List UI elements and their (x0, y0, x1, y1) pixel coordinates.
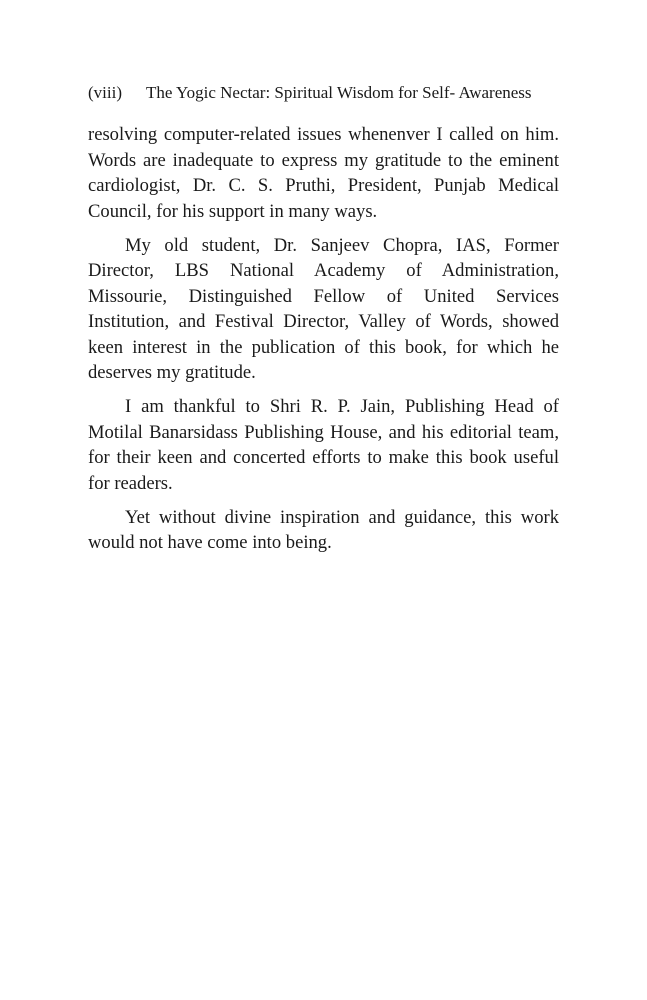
paragraph: I am thankful to Shri R. P. Jain, Publishing Head of Motilal Banarsidass Publishing House, and his editorial team, for their keen and concerted efforts to make this book useful for readers. (88, 396, 559, 494)
paragraph-continued: resolving computer-related issues whenenver I called on him. Words are inadequate to express my gratitude to the eminent cardiologist, Dr. C. S. Pruthi, President, Punjab Medical Council, for his support in many ways. (88, 124, 559, 222)
paragraph: Yet without divine inspiration and guidance, this work would not have come into being. (88, 506, 559, 553)
page-number: (viii) (88, 83, 122, 102)
paragraph: My old student, Dr. Sanjeev Chopra, IAS, Former Director, LBS National Academy of Administration, Missourie, Distinguished Fellow of United Services Institution, and Festival Director, Valley of Words, showed keen interest in the publication of this book, for which he deserves my gratitude. (88, 234, 559, 383)
running-head (88, 82, 562, 104)
book-title: The Yogic Nectar: Spiritual Wisdom for Self- Awareness (146, 83, 532, 102)
body-text (88, 122, 559, 564)
